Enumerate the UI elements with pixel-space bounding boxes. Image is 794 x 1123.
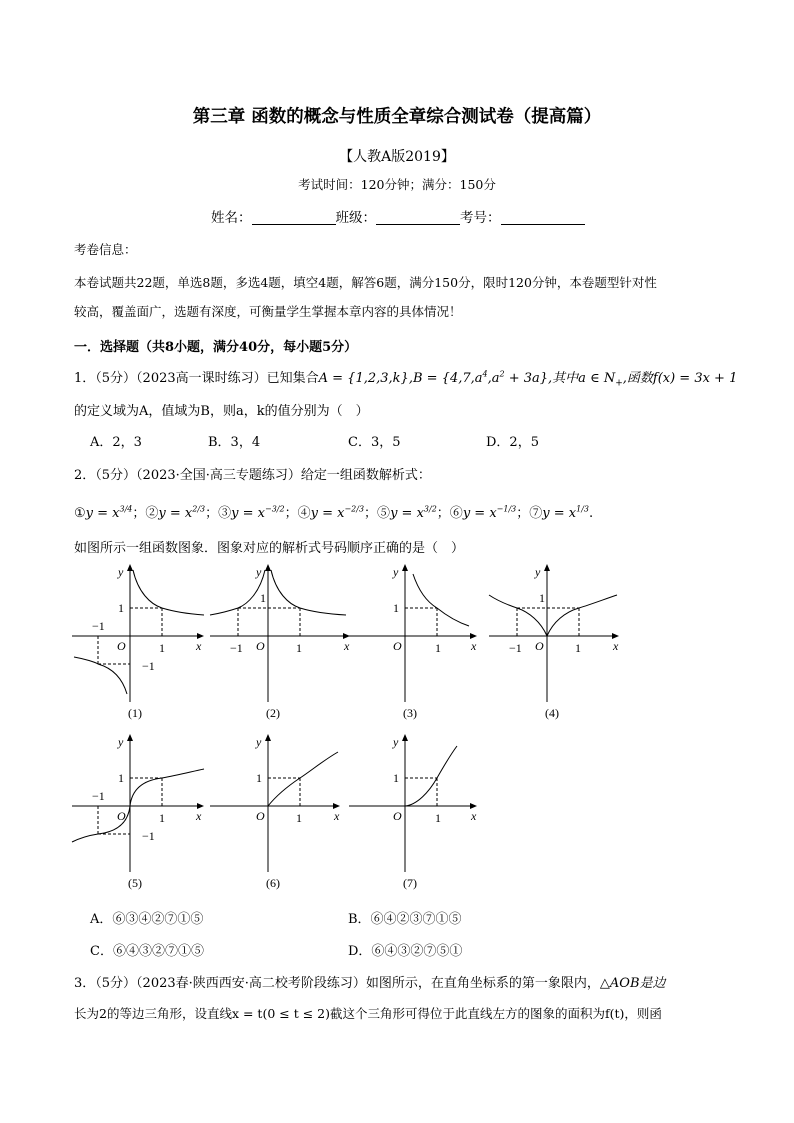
svg-text:O: O [393, 809, 402, 823]
graph-4 [487, 562, 627, 727]
section-heading: 一．选择题（共8小题，满分40分，每小题5分） [74, 340, 358, 355]
student-fields [211, 206, 585, 226]
func-6: ⑥y = $x^{-1/3}$； [449, 504, 530, 521]
svg-text:1: 1 [159, 641, 165, 655]
svg-text:1: 1 [118, 771, 124, 785]
svg-text:y: y [118, 735, 124, 749]
svg-text:1: 1 [539, 591, 545, 605]
number-blank [501, 210, 585, 225]
svg-text:−1: −1 [230, 641, 243, 655]
q2-option-a[interactable]: A．⑥③④②⑦①⑤ [90, 912, 204, 927]
q1-option-c[interactable]: C．3，5 [348, 435, 401, 450]
question-3-line-2: 长为2的等边三角形，设直线x = t(0 ≤ t ≤ 2)截这个三角形可得位于此直线左方的图象的面积为f(t)，则函 [74, 1006, 662, 1021]
graph-2 [208, 562, 353, 727]
svg-text:−1: −1 [142, 659, 155, 673]
svg-text:1: 1 [159, 811, 165, 825]
svg-text:x: x [334, 809, 340, 823]
class-label: 班级： [335, 210, 376, 226]
func-2: ②y = $x^{2/3}$； [145, 504, 219, 521]
svg-text:O: O [256, 809, 265, 823]
svg-text:1: 1 [393, 771, 399, 785]
info-line-1: 本卷试题共22题，单选8题，多选4题，填空4题，解答6题，满分150分，限时120分钟，本卷题型针对性 [74, 275, 657, 290]
svg-text:x: x [471, 809, 477, 823]
svg-text:1: 1 [296, 641, 302, 655]
svg-text:1: 1 [118, 601, 124, 615]
svg-text:−1: −1 [92, 789, 105, 803]
name-label: 姓名： [211, 210, 252, 226]
q2-option-b[interactable]: B．⑥④②③⑦①⑤ [348, 912, 462, 927]
svg-text:(2): (2) [266, 706, 280, 720]
graph-3 [347, 562, 487, 727]
question-2-functions [74, 502, 593, 521]
svg-text:O: O [117, 809, 126, 823]
graph-1 [70, 562, 210, 727]
svg-text:1: 1 [393, 601, 399, 615]
question-2-line-3: 如图所示一组函数图象．图象对应的解析式号码顺序正确的是（ ） [74, 541, 465, 556]
svg-text:1: 1 [260, 591, 266, 605]
question-2-line-1: 2．（5分）（2023·全国·高三专题练习）给定一组函数解析式： [74, 468, 431, 483]
svg-text:−1: −1 [509, 641, 522, 655]
svg-text:1: 1 [256, 771, 262, 785]
svg-text:(7): (7) [403, 876, 417, 890]
func-5: ⑤y = $x^{3/2}$； [377, 504, 450, 521]
svg-text:1: 1 [575, 641, 581, 655]
question-1-line-2: 的定义域为A，值域为B，则a，k的值分别为（ ） [74, 404, 369, 419]
svg-text:1: 1 [296, 811, 302, 825]
graph-6 [208, 732, 348, 897]
svg-text:x: x [613, 639, 619, 653]
q1-option-b[interactable]: B．3，4 [208, 435, 261, 450]
svg-text:−1: −1 [92, 619, 105, 633]
number-label: 考号： [460, 210, 501, 226]
svg-text:O: O [393, 639, 402, 653]
graph-7 [347, 732, 487, 897]
svg-text:x: x [471, 639, 477, 653]
svg-text:(5): (5) [128, 876, 142, 890]
func-4: ④y = $x^{-2/3}$； [297, 504, 378, 521]
svg-text:O: O [535, 639, 544, 653]
info-line-2: 较高，覆盖面广，选题有深度，可衡量学生掌握本章内容的具体情况！ [74, 304, 462, 319]
question-1-line-1: 1．（5分）（2023高一课时练习）已知集合$A = \{1,2,3,k\},B = \{4,7,a^4,a^2 + 3a\}$,其中a ∈ $N_+$,函数f(x) = 3x + 1 [74, 369, 738, 389]
svg-text:(6): (6) [266, 876, 280, 890]
edition-label: 【人教A版2019】 [339, 149, 455, 165]
svg-text:y: y [393, 565, 399, 579]
svg-text:(1): (1) [128, 706, 142, 720]
svg-text:y: y [393, 735, 399, 749]
svg-text:(4): (4) [545, 706, 559, 720]
graph-5 [70, 732, 210, 897]
svg-text:−1: −1 [142, 829, 155, 843]
page-title: 第三章 函数的概念与性质全章综合测试卷（提高篇） [192, 107, 602, 127]
svg-text:O: O [256, 639, 265, 653]
svg-text:y: y [118, 565, 124, 579]
svg-text:x: x [196, 639, 202, 653]
q2-option-d[interactable]: D．⑥④③②⑦⑤① [348, 944, 463, 959]
svg-text:1: 1 [435, 811, 441, 825]
func-7: ⑦y = $x^{1/3}$. [529, 504, 594, 521]
svg-text:y: y [256, 565, 262, 579]
func-1: ①y = $x^{3/4}$； [74, 504, 146, 521]
svg-text:x: x [196, 809, 202, 823]
class-blank [376, 210, 460, 225]
svg-text:O: O [117, 639, 126, 653]
info-heading: 考卷信息： [74, 242, 137, 257]
q2-option-c[interactable]: C．⑥④③②⑦①⑤ [90, 944, 204, 959]
q1-option-d[interactable]: D．2，5 [486, 435, 539, 450]
svg-text:x: x [344, 639, 350, 653]
func-3: ③y = $x^{-3/2}$； [218, 504, 298, 521]
svg-text:1: 1 [435, 641, 441, 655]
q1-option-a[interactable]: A．2，3 [90, 435, 142, 450]
question-3-line-1: 3．（5分）（2023春·陕西西安·高二校考阶段练习）如图所示，在直角坐标系的第一象限内，△AOB是边 [74, 976, 666, 991]
svg-text:y: y [256, 735, 262, 749]
name-blank [252, 210, 336, 225]
svg-text:y: y [535, 565, 541, 579]
svg-text:(3): (3) [403, 706, 417, 720]
exam-time: 考试时间：120分钟；满分：150分 [298, 177, 496, 192]
